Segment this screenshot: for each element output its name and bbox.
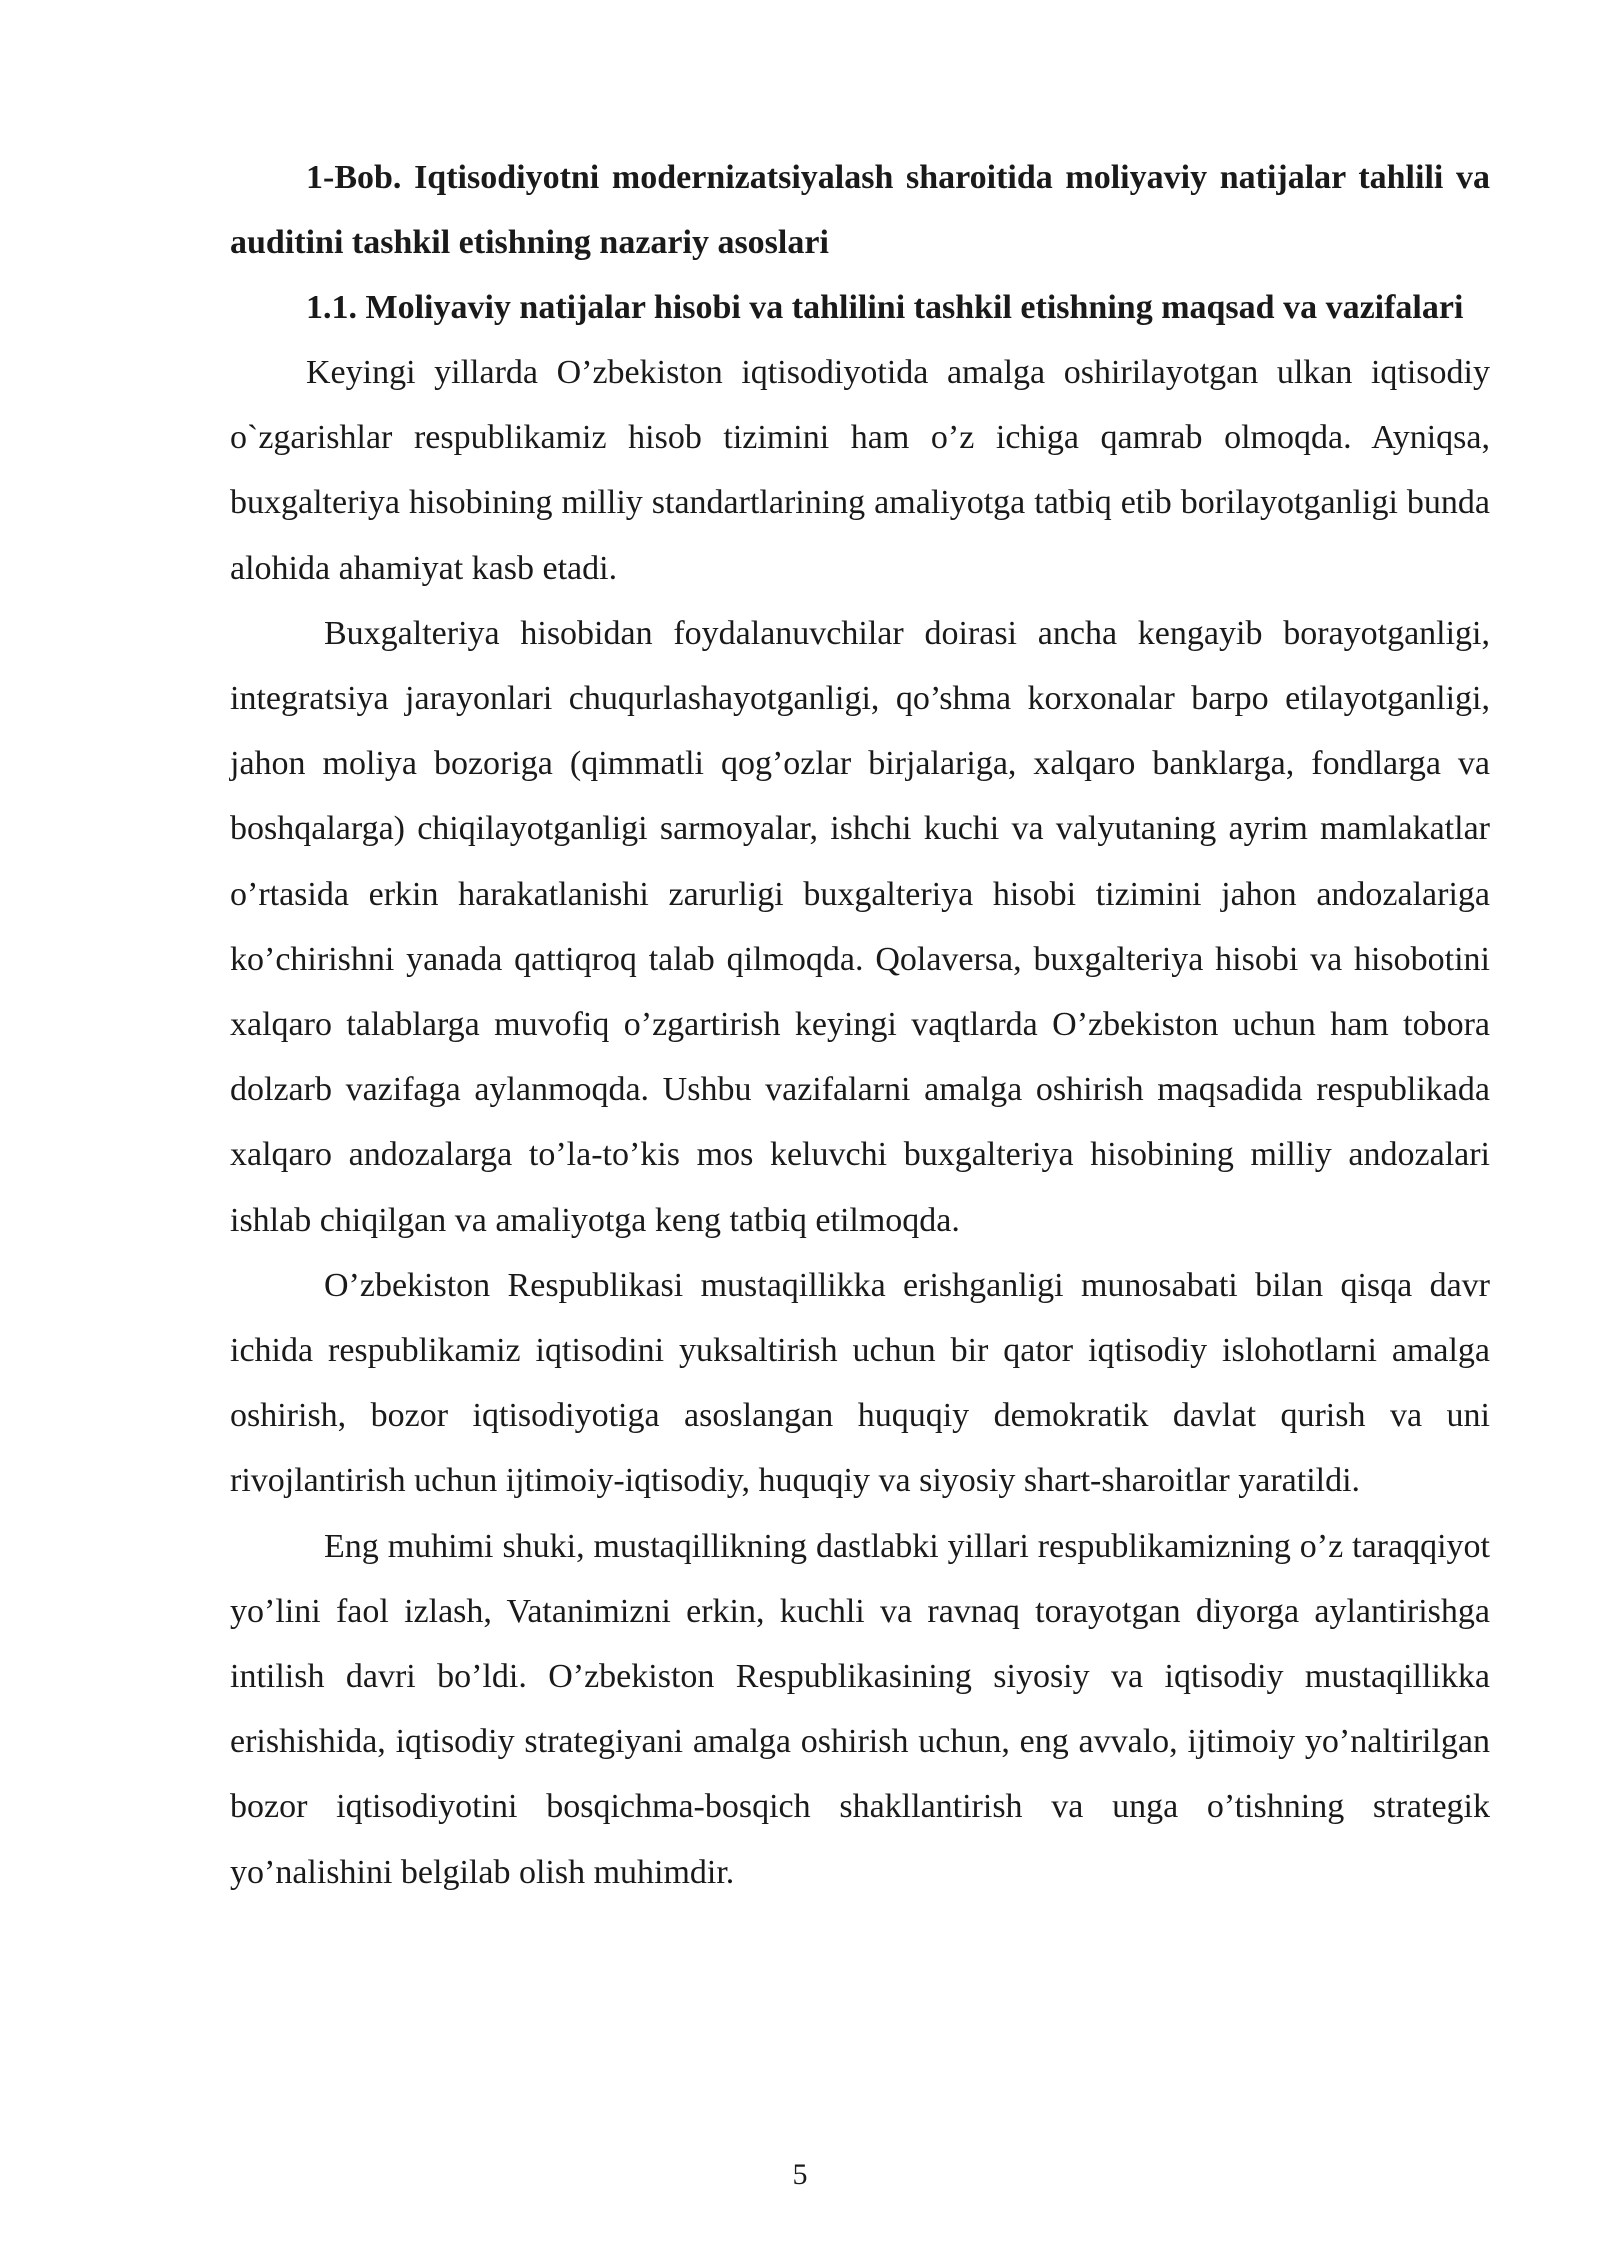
paragraph-3: O’zbekiston Respublikasi mustaqillikka erishganligi munosabati bilan qisqa davr ichida respublikamiz iqtisodini yuksaltirish uchun bir qator iqtisodiy islohotlarni amalga oshirish, bozor iqtisodiyotiga asoslangan huquqiy demokratik davlat qurish va uni rivojlantirish uchun ijtimoiy-iqtisodiy, huquqiy va siyosiy shart-sharoitlar yaratildi. <box>230 1266 1490 1500</box>
section-heading: 1.1. Moliyaviy natijalar hisobi va tahlilini tashkil etishning maqsad va vazifalari <box>306 289 1464 326</box>
paragraph-4: Eng muhimi shuki, mustaqillikning dastlabki yillari respublikamizning o’z taraqqiyot yo’lini faol izlash, Vatanimizni erkin, kuchli va ravnaq torayotgan diyorga aylantirishga intilish davri bo’ldi. O’zbekiston Respublikasining siyosiy va iqtisodiy mustaqillikka erishishida, iqtisodiy strategiyani amalga oshirish uchun, eng avvalo, ijtimoiy yo’naltirilgan bozor iqtisodiyotini bosqichma-bosqich shakllantirish va unga o’tishning strategik yo’nalishini belgilab olish muhimdir. <box>230 1527 1490 1891</box>
paragraph-2: Buxgalteriya hisobidan foydalanuvchilar doirasi ancha kengayib borayotganligi, integratsiya jarayonlari chuqurlashayotganligi, qo’shma korxonalar barpo etilayotganligi, jahon moliya bozoriga (qimmatli qog’ozlar birjalariga, xalqaro banklarga, fondlarga va boshqalarga) chiqilayotganligi sarmoyalar, ishchi kuchi va valyutaning ayrim mamlakatlar o’rtasida erkin harakatlanishi zarurligi buxgalteriya hisobi tizimini jahon andozalariga ko’chirishni yanada qattiqroq talab qilmoqda. Qolaversa, buxgalteriya hisobi va hisobotini xalqaro talablarga muvofiq o’zgartirish keyingi vaqtlarda O’zbekiston uchun ham tobora dolzarb vazifaga aylanmoqda. Ushbu vazifalarni amalga oshirish maqsadida respublikada xalqaro andozalarga to’la-to’kis mos keluvchi buxgalteriya hisobining milliy andozalari ishlab chiqilgan va amaliyotga keng tatbiq etilmoqda. <box>230 614 1490 1239</box>
chapter-heading: 1-Bob. Iqtisodiyotni modernizatsiyalash sharoitida moliyaviy natijalar tahlili va auditini tashkil etishning nazariy asoslari <box>230 159 1490 261</box>
page-number: 5 <box>792 2158 808 2191</box>
paragraph-1: Keyingi yillarda O’zbekiston iqtisodiyotida amalga oshirilayotgan ulkan iqtisodiy o`zgarishlar respublikamiz hisob tizimini ham o’z ichiga qamrab olmoqda. Ayniqsa, buxgalteriya hisobining milliy standartlarining amaliyotga tatbiq etib borilayotganligi bunda alohida ahamiyat kasb etadi. <box>230 354 1490 587</box>
document-page <box>230 145 1490 1905</box>
